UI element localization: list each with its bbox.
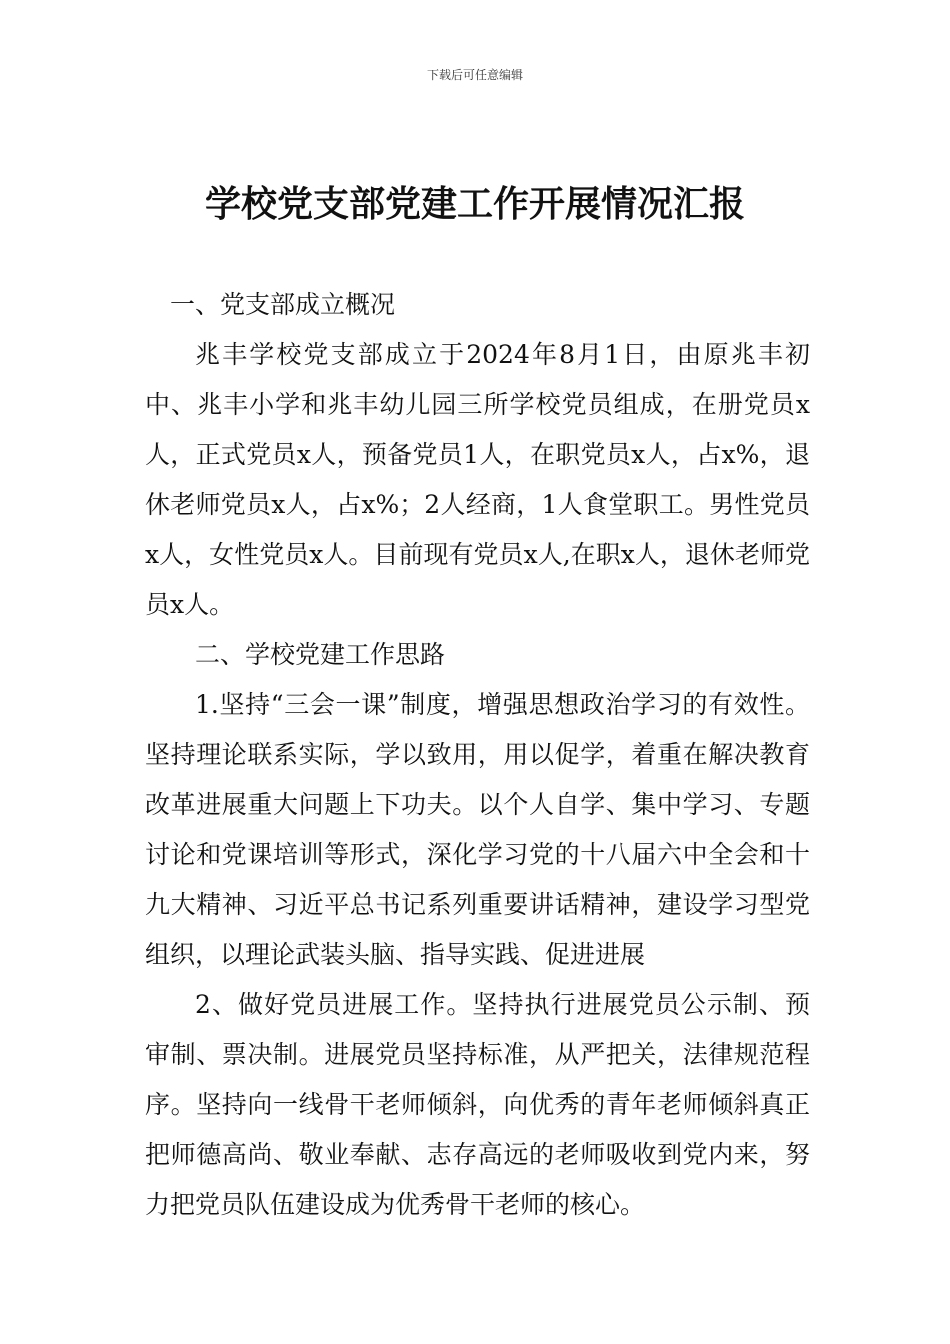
header-note: 下载后可任意编辑 <box>426 68 523 82</box>
document-title: 学校党支部党建工作开展情况汇报 <box>204 183 745 225</box>
paragraph-item-2: 2、做好党员进展工作。坚持执行进展党员公示制、预审制、票决制。进展党员坚持标准，从严把关，法律规范程序。坚持向一线骨干老师倾斜，向优秀的青年老师倾斜真正把师德高尚、敬业奉献、志存高远的老师吸收到党内来，努力把党员队伍建设成为优秀骨干老师的核心。 <box>145 990 810 1219</box>
section-heading-2: 二、学校党建工作思路 <box>195 640 446 669</box>
paragraph-item-1: 1.坚持“三会一课”制度，增强思想政治学习的有效性。坚持理论联系实际，学以致用，用以促学，着重在解决教育改革进展重大问题上下功夫。以个人自学、集中学习、专题讨论和党课培训等形式，深化学习党的十八届六中全会和十九大精神、习近平总书记系列重要讲话精神，建设学习型党组织，以理论武装头脑、指导实践、促进进展 <box>145 690 810 969</box>
section-heading-1: 一、党支部成立概况 <box>170 290 396 319</box>
paragraph-overview: 兆丰学校党支部成立于2024年8月1日，由原兆丰初中、兆丰小学和兆丰幼儿园三所学校党员组成，在册党员x人，正式党员x人，预备党员1人，在职党员x人，占x%，退休老师党员x人，占x%；2人经商，1人食堂职工。男性党员x人，女性党员x人。目前现有党员x人,在职x人，退休老师党员x人。 <box>145 340 810 619</box>
document-body <box>145 280 810 1230</box>
